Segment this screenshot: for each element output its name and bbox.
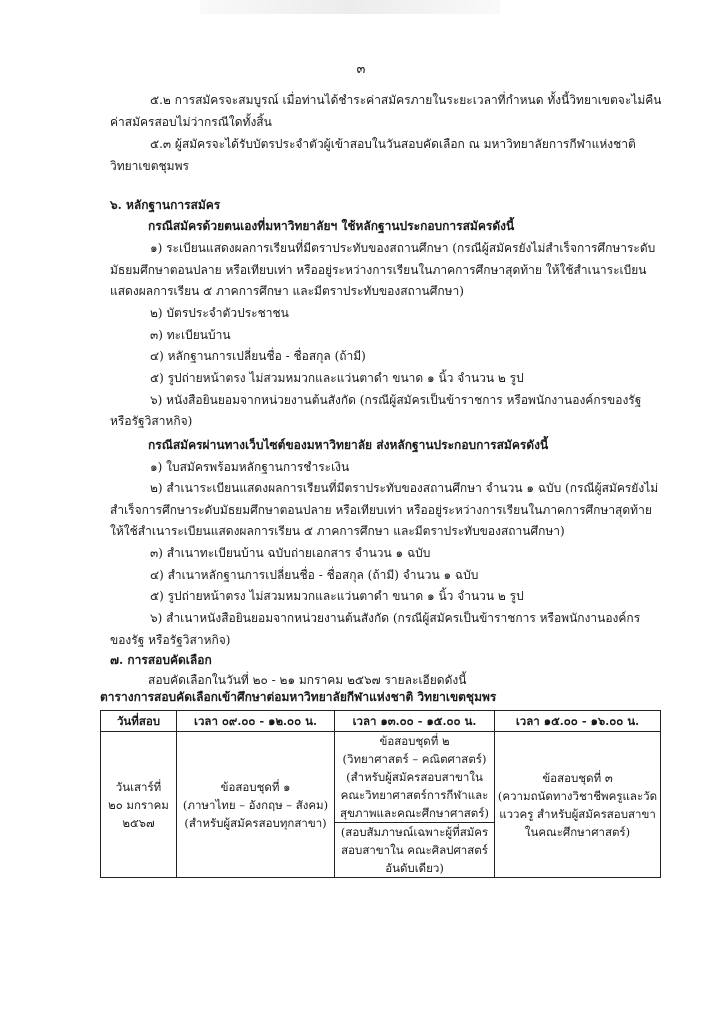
text-line-a2: ๒) บัตรประจำตัวประชาชน	[150, 306, 289, 320]
text-line-p53a: ๕.๓ ผู้สมัครจะได้รับบัตรประจำตัวผู้เข้าสอบในวันสอบคัดเลือก ณ มหาวิทยาลัยการกีฬาแห่งชาติ	[150, 137, 636, 151]
text-line-a5: ๕) รูปถ่ายหน้าตรง ไม่สวมหมวกและแว่นตาดำ ขนาด ๑ นิ้ว จำนวน ๒ รูป	[150, 371, 524, 385]
text-line-b1: ๑) ใบสมัครพร้อมหลักฐานการชำระเงิน	[150, 460, 350, 474]
header-time-slot-3: เวลา ๑๕.๐๐ - ๑๖.๐๐ น.	[495, 711, 661, 732]
text-line-a3: ๓) ทะเบียนบ้าน	[150, 328, 231, 342]
header-exam-date: วันที่สอบ	[101, 711, 177, 732]
text-line-b2a: ๒) สำเนาระเบียนแสดงผลการเรียนที่มีตราประทับของสถานศึกษา จำนวน ๑ ฉบับ (กรณีผู้สมัครยังไม่	[150, 481, 659, 495]
cell-line: (ความถนัดทางวิชาชีพครูและวัด	[497, 788, 658, 803]
page-number: ๓	[356, 62, 366, 77]
cell-line: (สำหรับผู้สมัครสอบทุกสาขา)	[184, 815, 327, 830]
cell-line: (สอบสัมภาษณ์เฉพาะผู้ที่สมัคร	[340, 825, 489, 839]
exam-schedule-table	[100, 710, 661, 878]
text-line-a1c: แสดงผลการเรียน ๕ ภาคการศึกษา และมีตราประทับของสถานศึกษา)	[110, 284, 464, 298]
interview-cell	[335, 823, 495, 878]
text-line-b6b: ของรัฐ หรือรัฐวิสาหกิจ)	[110, 633, 231, 647]
cell-line: ข้อสอบชุดที่ ๓	[542, 770, 613, 785]
table-header-row	[101, 711, 661, 732]
text-line-h6: ๖. หลักฐานการสมัคร	[110, 198, 221, 212]
scan-artifact	[200, 0, 500, 14]
text-line-b5: ๕) รูปถ่ายหน้าตรง ไม่สวมหมวกและแว่นตาดำ ขนาด ๑ นิ้ว จำนวน ๒ รูป	[150, 589, 524, 603]
day-line: ๒๕๖๗	[122, 815, 155, 830]
text-line-a6a: ๖) หนังสือยินยอมจากหน่วยงานต้นสังกัด (กรณีผู้สมัครเป็นข้าราชการ หรือพนักงานองค์กรของรัฐ	[150, 393, 642, 407]
cell-line: แววครู สำหรับผู้สมัครสอบสาขา	[499, 806, 656, 821]
text-line-b6a: ๖) สำเนาหนังสือยินยอมจากหน่วยงานต้นสังกัด (กรณีผู้สมัครเป็นข้าราชการ หรือพนักงานองค์กร	[150, 611, 641, 625]
cell-line: (สำหรับผู้สมัครสอบสาขาใน	[346, 770, 483, 784]
text-line-p52a: ๕.๒ การสมัครจะสมบูรณ์ เมื่อท่านได้ชำระค่าสมัครภายในระยะเวลาที่กำหนด ทั้งนี้วิทยาเขตจะไม่คืน	[150, 93, 662, 107]
cell-line: (ภาษาไทย – อังกฤษ – สังคม)	[182, 797, 329, 812]
text-line-a1b: มัธยมศึกษาตอนปลาย หรือเทียบเท่า หรืออยู่ระหว่างการเรียนในภาคการศึกษาสุดท้าย ให้ใช้สำเนาระเบียน	[110, 263, 647, 277]
text-line-a1a: ๑) ระเบียนแสดงผลการเรียนที่มีตราประทับของสถานศึกษา (กรณีผู้สมัครยังไม่สำเร็จการศึกษาระดับ	[150, 241, 656, 255]
cell-line: สุขภาพและคณะศึกษาศาสตร์)	[340, 806, 489, 820]
text-line-p52b: ค่าสมัครสอบไม่ว่ากรณีใดทั้งสิ้น	[110, 115, 272, 129]
text-line-h6b: กรณีสมัครผ่านทางเว็บไซต์ของมหาวิทยาลัย ส่งหลักฐานประกอบการสมัครดังนี้	[148, 438, 549, 452]
cell-line: คณะวิทยาศาสตร์การกีฬาและ	[340, 788, 489, 802]
day-line: วันเสาร์ที่	[115, 779, 162, 794]
text-line-c1: สอบคัดเลือกในวันที่ ๒๐ - ๒๑ มกราคม ๒๕๖๗ รายละเอียดดังนี้	[148, 673, 467, 687]
text-line-h7: ๗. การสอบคัดเลือก	[110, 653, 212, 667]
day-line: ๒๐ มกราคม	[108, 797, 169, 812]
table-caption: ตารางการสอบคัดเลือกเข้าศึกษาต่อมหาวิทยาลัยกีฬาแห่งชาติ วิทยาเขตชุมพร	[100, 690, 497, 704]
table-row	[101, 732, 661, 823]
text-line-h6a: กรณีสมัครด้วยตนเองที่มหาวิทยาลัยฯ ใช้หลักฐานประกอบการสมัครดังนี้	[148, 219, 515, 233]
exam-set-1-cell	[177, 732, 335, 878]
text-line-a6b: หรือรัฐวิสาหกิจ)	[110, 414, 193, 428]
text-line-b2b: สำเร็จการศึกษาระดับมัธยมศึกษาตอนปลาย หรือเทียบเท่า หรืออยู่ระหว่างการเรียนในภาคการศึกษาสุดท้าย	[110, 503, 652, 517]
cell-line: (วิทยาศาสตร์ – คณิตศาสตร์)	[342, 752, 487, 766]
text-line-p53b: วิทยาเขตชุมพร	[110, 159, 189, 173]
cell-line: สอบสาขาใน คณะศิลปศาสตร์	[341, 843, 488, 857]
header-time-slot-2: เวลา ๑๓.๐๐ - ๑๕.๐๐ น.	[335, 711, 495, 732]
exam-day-cell	[101, 732, 177, 878]
text-line-b2c: ให้ใช้สำเนาระเบียนแสดงผลการเรียน ๕ ภาคการศึกษา และมีตราประทับของสถานศึกษา)	[110, 524, 565, 538]
cell-line: อันดับเดียว)	[385, 861, 444, 875]
text-line-b3: ๓) สำเนาทะเบียนบ้าน ฉบับถ่ายเอกสาร จำนวน ๑ ฉบับ	[150, 546, 431, 560]
text-line-a4: ๔) หลักฐานการเปลี่ยนชื่อ - ชื่อสกุล (ถ้ามี)	[150, 349, 366, 363]
header-time-slot-1: เวลา ๐๙.๐๐ - ๑๒.๐๐ น.	[177, 711, 335, 732]
exam-set-3-cell	[495, 732, 661, 878]
cell-line: ข้อสอบชุดที่ ๒	[379, 734, 450, 748]
cell-line: ในคณะศึกษาศาสตร์)	[524, 824, 631, 839]
cell-line: ข้อสอบชุดที่ ๑	[220, 779, 291, 794]
text-line-b4: ๔) สำเนาหลักฐานการเปลี่ยนชื่อ - ชื่อสกุล (ถ้ามี) จำนวน ๑ ฉบับ	[150, 568, 479, 582]
exam-set-2-cell	[335, 732, 495, 823]
